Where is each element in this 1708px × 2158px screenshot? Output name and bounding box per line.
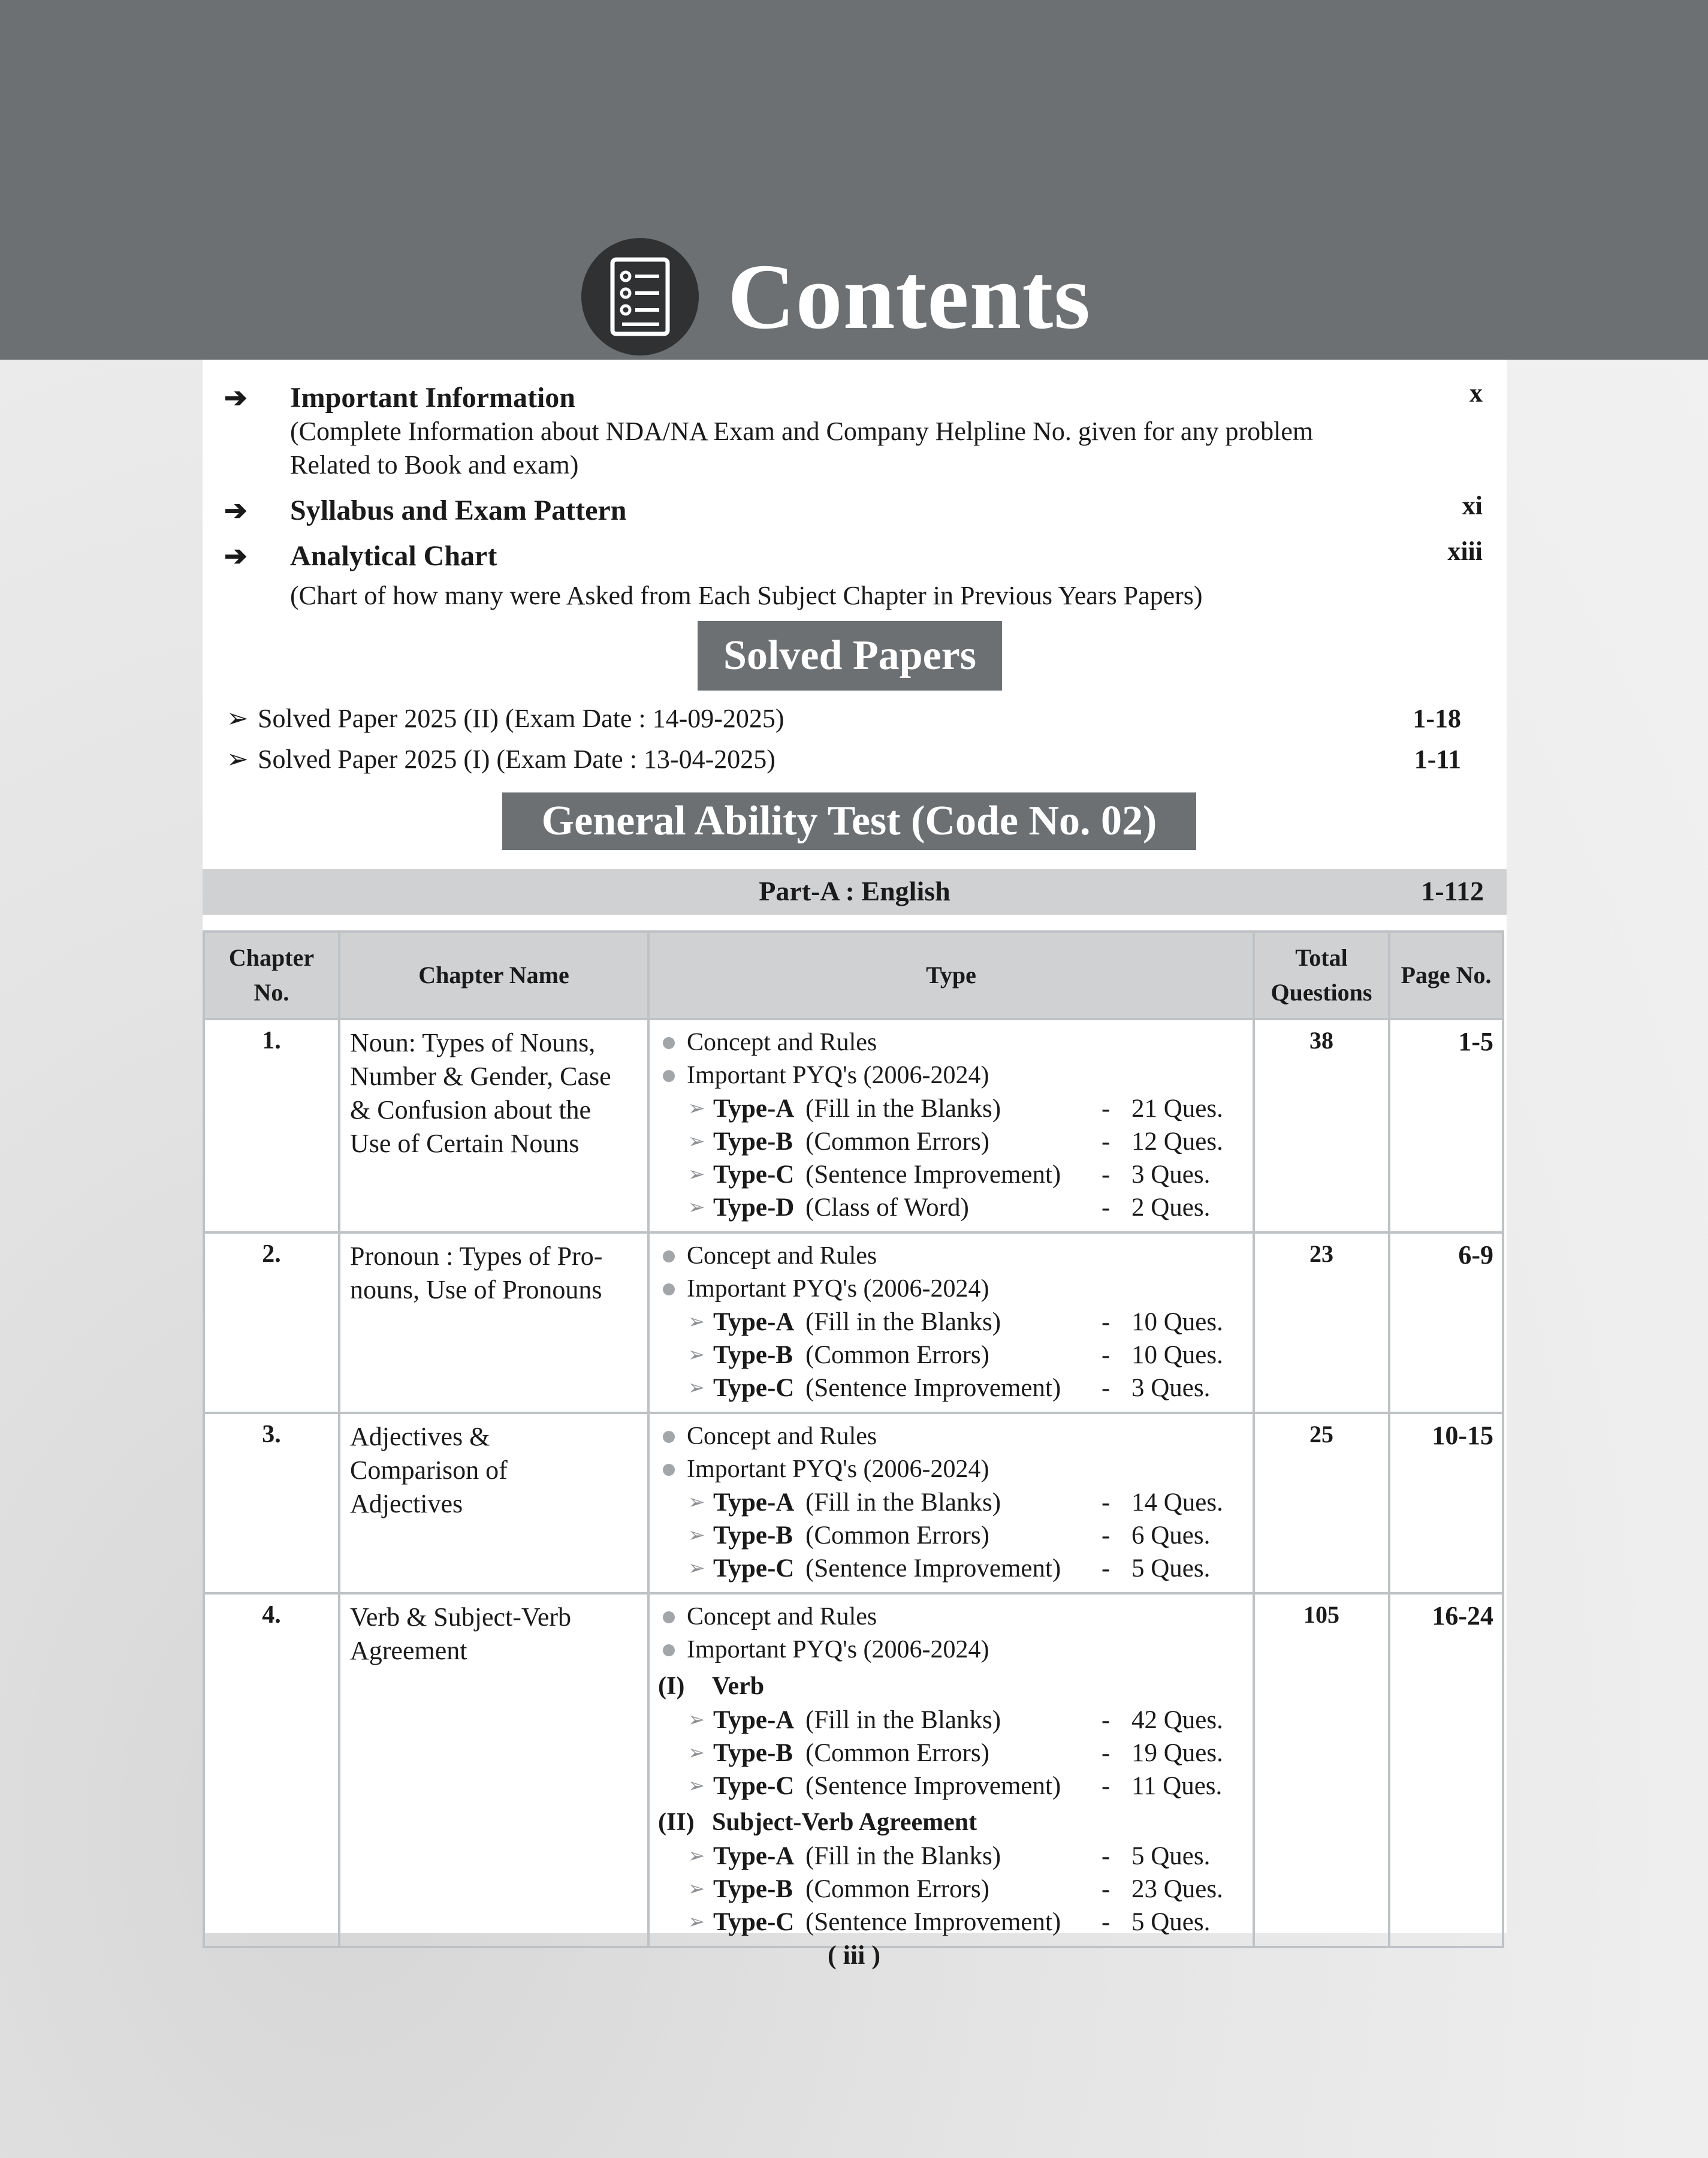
type-desc: (Sentence Improvement) [805,1908,1061,1936]
type-line [658,1092,1244,1125]
part-label: Part-A : English [759,876,950,906]
type-desc: (Sentence Improvement) [805,1374,1061,1402]
chapter-types [648,1413,1254,1593]
paper-label: Solved Paper 2025 (II) (Exam Date : 14-09-2025) [258,704,784,733]
bullet-item [658,1420,1244,1453]
bullet-item [658,1026,1244,1059]
group-title: Subject-Verb Agreement [712,1809,977,1836]
bullet-item [658,1453,1244,1486]
bullet-dot-icon [663,1283,675,1295]
toc-label: Important Information [290,382,575,414]
bullet-dot-icon [663,1037,675,1049]
type-line [658,1552,1244,1585]
arrowhead-icon: ➢ [688,1131,705,1153]
type-count: 14 Ques. [1131,1488,1223,1517]
type-count: 19 Ques. [1131,1739,1223,1767]
chapters-table [203,930,1504,1948]
dash: - [1102,1772,1110,1800]
bullet-item [658,1601,1244,1633]
arrowhead-icon: ➢ [688,1311,705,1333]
chapter-no: 1. [204,1019,339,1232]
toc-description: (Chart of how many were Asked from Each Subject Chapter in Previous Years Papers) [290,581,1203,610]
toc-label: Analytical Chart [290,540,497,572]
bullet-text: Important PYQ's (2006-2024) [687,1275,989,1303]
type-line [658,1339,1244,1372]
toc-page: x [1469,378,1483,408]
table-header-row [204,932,1503,1019]
arrowhead-icon: ➢ [688,1491,705,1514]
dash: - [1102,1706,1110,1734]
type-line [658,1519,1244,1552]
list-document-icon [581,238,699,355]
type-desc: (Fill in the Blanks) [805,1488,1001,1517]
type-count: 23 Ques. [1131,1875,1223,1903]
type-desc: (Common Errors) [805,1341,989,1369]
type-name: Type-A [713,1488,795,1517]
total-questions: 23 [1254,1232,1389,1413]
bullet-text: Concept and Rules [687,1422,877,1450]
type-count: 10 Ques. [1131,1308,1223,1336]
type-count: 11 Ques. [1131,1772,1223,1800]
type-desc: (Sentence Improvement) [805,1161,1061,1189]
arrowhead-icon: ➢ [688,1845,705,1867]
type-name: Type-C [713,1554,795,1583]
arrowhead-icon: ➢ [688,1164,705,1186]
group-title: Verb [712,1672,765,1700]
type-name: Type-B [713,1128,793,1156]
type-desc: (Common Errors) [805,1128,989,1156]
col-header-chapter-no: Chapter No. [204,932,339,1019]
type-desc: (Common Errors) [805,1521,989,1550]
arrowhead-icon: ➢ [688,1775,705,1797]
arrowhead-icon: ➢ [688,1742,705,1764]
type-desc: (Common Errors) [805,1739,989,1767]
table-row[interactable] [204,1232,1503,1413]
bullet-dot-icon [663,1431,675,1443]
title-block [581,237,1091,357]
type-name: Type-A [713,1308,795,1336]
arrowhead-icon: ➢ [688,1709,705,1731]
chapter-name: Noun: Types of Nouns, Number & Gender, Case & Confusion about the Use of Certain Nouns [339,1019,648,1232]
type-desc: (Fill in the Blanks) [805,1842,1001,1870]
type-name: Type-A [713,1842,795,1870]
type-line [658,1486,1244,1519]
chapter-types [648,1019,1254,1232]
bullet-item [658,1273,1244,1306]
type-line [658,1372,1244,1404]
chapter-no: 2. [204,1232,339,1413]
type-name: Type-C [713,1374,795,1402]
bullet-text: Concept and Rules [687,1242,877,1270]
bullet-dot-icon [663,1644,675,1656]
paper-page: 1-11 [1414,745,1461,774]
type-desc: (Common Errors) [805,1875,989,1903]
type-desc: (Fill in the Blanks) [805,1095,1001,1123]
type-name: Type-C [713,1908,795,1936]
bullet-text: Concept and Rules [687,1603,877,1630]
dash: - [1102,1842,1110,1870]
dash: - [1102,1488,1110,1517]
type-line [658,1704,1244,1737]
toc-label: Syllabus and Exam Pattern [290,495,627,526]
col-header-total-questions: Total Questions [1254,932,1389,1019]
bullet-dot-icon [663,1250,675,1262]
type-line [658,1306,1244,1339]
total-questions: 38 [1254,1019,1389,1232]
type-name: Type-D [713,1193,795,1222]
col-header-page-no: Page No. [1389,932,1503,1019]
page-no: 16-24 [1389,1593,1503,1947]
arrowhead-icon: ➢ [227,745,249,774]
arrowhead-icon: ➢ [688,1344,705,1366]
arrowhead-icon: ➢ [688,1098,705,1120]
arrowhead-icon: ➢ [688,1878,705,1900]
chapter-types [648,1593,1254,1947]
table-row[interactable] [204,1593,1503,1947]
contents-panel [203,360,1507,1936]
type-count: 5 Ques. [1131,1842,1211,1870]
type-name: Type-B [713,1521,793,1550]
bullet-item [658,1059,1244,1092]
dash: - [1102,1908,1110,1936]
paper-page: 1-18 [1413,704,1461,733]
toc-page: xi [1462,491,1483,520]
chapter-name: Verb & Subject-Verb Agreement [339,1593,648,1947]
type-name: Type-A [713,1706,795,1734]
gat-banner: General Ability Test (Code No. 02) [502,792,1196,850]
arrowhead-icon: ➢ [688,1557,705,1580]
type-desc: (Sentence Improvement) [805,1554,1061,1583]
paper-label: Solved Paper 2025 (I) (Exam Date : 13-04-2025) [258,745,775,774]
type-count: 2 Ques. [1131,1193,1211,1222]
page-no: 6-9 [1389,1232,1503,1413]
type-count: 3 Ques. [1131,1374,1211,1402]
bullet-dot-icon [663,1611,675,1623]
type-desc: (Class of Word) [805,1193,969,1222]
total-questions: 105 [1254,1593,1389,1947]
type-line [658,1737,1244,1770]
arrow-right-icon: ➔ [224,495,248,526]
arrowhead-icon: ➢ [688,1911,705,1933]
bullet-dot-icon [663,1464,675,1476]
arrowhead-icon: ➢ [227,704,249,733]
dash: - [1102,1095,1110,1123]
page-title: Contents [728,245,1091,348]
chapter-no: 4. [204,1593,339,1947]
arrow-right-icon: ➔ [224,541,248,571]
type-line [658,1770,1244,1803]
type-count: 5 Ques. [1131,1908,1211,1936]
footer-page-number: ( iii ) [828,1940,880,1970]
chapter-no: 3. [204,1413,339,1593]
type-desc: (Fill in the Blanks) [805,1706,1001,1734]
type-line [658,1191,1244,1224]
solved-papers-banner: Solved Papers [698,621,1002,691]
toc-description: (Complete Information about NDA/NA Exam and Company Helpline No. given for any problem Related to Book and exam) [290,417,1314,480]
page-no: 1-5 [1389,1019,1503,1232]
type-line [658,1158,1244,1191]
dash: - [1102,1521,1110,1550]
type-count: 5 Ques. [1131,1554,1211,1583]
total-questions: 25 [1254,1413,1389,1593]
bullet-text: Important PYQ's (2006-2024) [687,1636,989,1663]
type-count: 21 Ques. [1131,1095,1223,1123]
dash: - [1102,1554,1110,1583]
type-count: 12 Ques. [1131,1128,1223,1156]
dash: - [1102,1739,1110,1767]
page-no: 10-15 [1389,1413,1503,1593]
part-a-bar[interactable] [203,869,1507,915]
type-count: 3 Ques. [1131,1161,1211,1189]
type-name: Type-A [713,1095,795,1123]
col-header-type: Type [648,932,1254,1019]
bullet-dot-icon [663,1070,675,1082]
type-count: 42 Ques. [1131,1706,1223,1734]
dash: - [1102,1875,1110,1903]
toc-page: xiii [1447,537,1483,566]
bullet-text: Important PYQ's (2006-2024) [687,1455,989,1483]
chapter-types [648,1232,1254,1413]
part-page: 1-112 [1421,876,1484,906]
group-number: (II) [658,1809,695,1836]
group-number: (I) [658,1672,685,1700]
chapter-name: Pronoun : Types of Pro-nouns, Use of Pronouns [339,1232,648,1413]
table-row[interactable] [204,1413,1503,1593]
type-line [658,1906,1244,1939]
bullet-item [658,1240,1244,1273]
type-count: 6 Ques. [1131,1521,1211,1550]
arrowhead-icon: ➢ [688,1524,705,1547]
type-line [658,1125,1244,1158]
dash: - [1102,1193,1110,1222]
dash: - [1102,1161,1110,1189]
col-header-chapter-name: Chapter Name [339,932,648,1019]
group-heading [658,1803,1244,1840]
type-name: Type-B [713,1875,793,1903]
type-line [658,1840,1244,1873]
arrow-right-icon: ➔ [224,382,248,413]
dash: - [1102,1308,1110,1336]
type-count: 10 Ques. [1131,1341,1223,1369]
type-name: Type-C [713,1772,795,1800]
chapter-name: Adjectives & Comparison of Adjectives [339,1413,648,1593]
bullet-item [658,1633,1244,1666]
arrowhead-icon: ➢ [688,1196,705,1219]
arrowhead-icon: ➢ [688,1377,705,1399]
bullet-text: Important PYQ's (2006-2024) [687,1062,989,1089]
type-name: Type-C [713,1161,795,1189]
type-desc: (Sentence Improvement) [805,1772,1061,1800]
type-name: Type-B [713,1341,793,1369]
dash: - [1102,1341,1110,1369]
group-heading [658,1666,1244,1704]
dash: - [1102,1374,1110,1402]
dash: - [1102,1128,1110,1156]
bullet-text: Concept and Rules [687,1029,877,1056]
type-line [658,1873,1244,1906]
type-name: Type-B [713,1739,793,1767]
type-desc: (Fill in the Blanks) [805,1308,1001,1336]
table-row[interactable] [204,1019,1503,1232]
